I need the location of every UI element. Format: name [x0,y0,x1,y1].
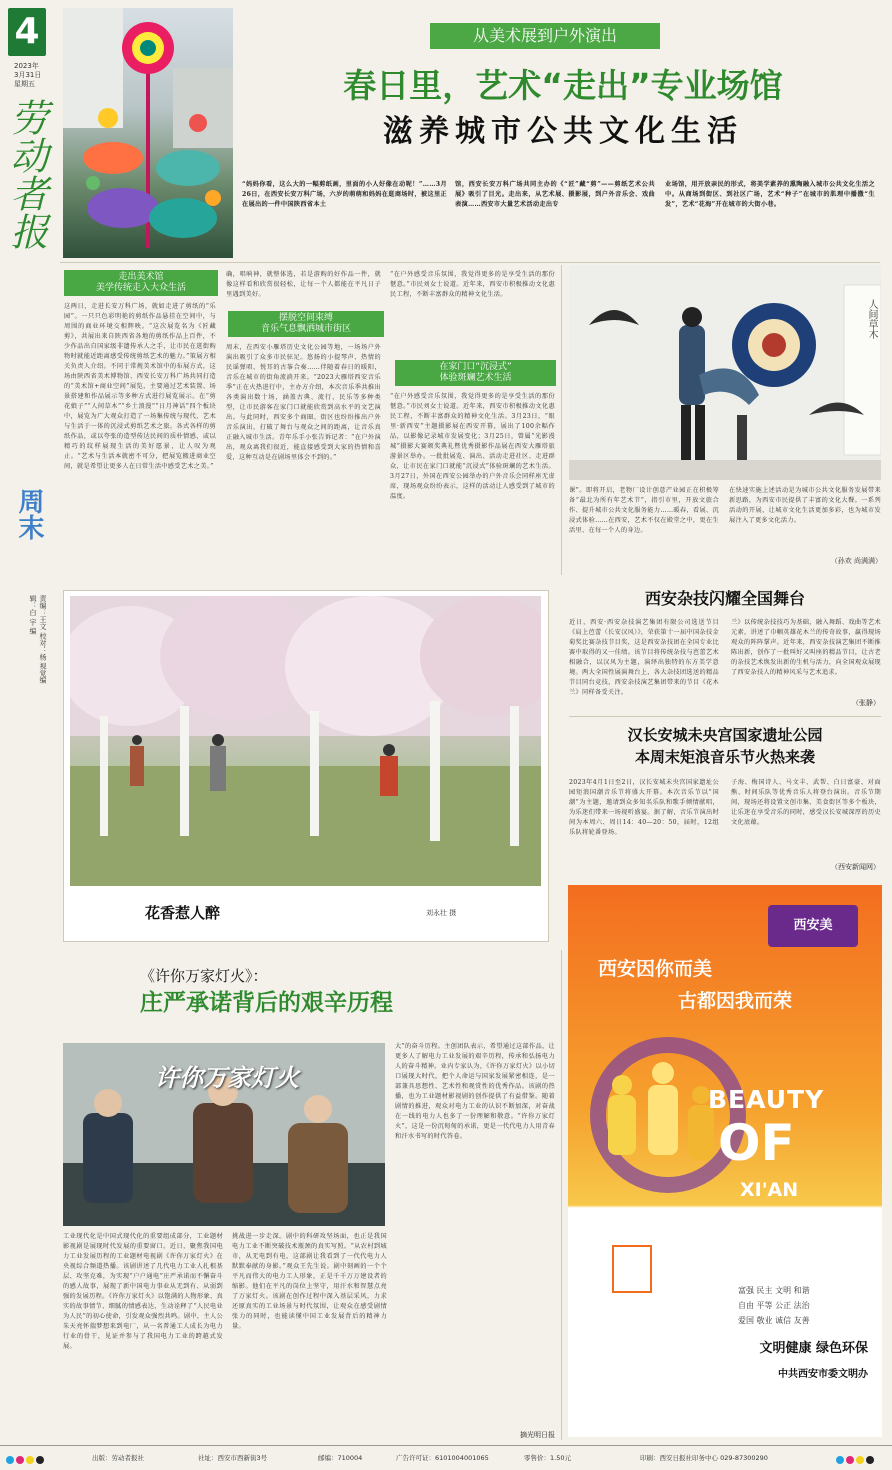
gallery-wall-sign: 人间草木 [866,299,877,339]
subhead-music: 摆脱空间束缚 音乐气息飘洒城市街区 [228,311,384,337]
footer-color-dots-left [6,1454,46,1470]
acrobatics-byline: （张静） [852,699,880,707]
ad-sponsor: 中共西安市委文明办 [778,1369,868,1380]
acrobatics-col2: 兰》以传统杂技技巧为基础，融入舞蹈、戏曲等艺术元素，讲述了巾帼英雄花木兰的传奇故事，赢得现场观众的阵阵掌声。近年来，西安杂技演艺集团不断推陈出新，创作了一批叫好又叫座的精品节目，让古老的杂技艺术焕发出新的生机与活力，向全国观众展现了西安杂技人的精神风采与艺术追求。 [731,619,881,676]
cmyk-dot-cyan-right [836,1456,844,1464]
photo-feature-credit: 刘永壮 摄 [426,909,457,917]
footer-publisher: 出版：劳动者报社 [92,1454,144,1462]
date-year: 2023年 [14,62,39,70]
main-title-line2: 滋养城市公共文化生活 [383,114,743,149]
story-col4: 课”。即将开启，老物厂设计创意产业园正在积极筹备“最北为所有年艺术节”，指引市里，开放文旅合作、提升城市公共文化服务能力……暖春，看展、沉浸式体验……在西安，艺术不仅在殿堂之中，更在生活里、在每一个人的身边。 [569,487,719,534]
ad-xian-word: XI'AN [740,1179,799,1201]
magnolia-park-photo [70,596,541,886]
ad-values-row1: 富强 民主 文明 和谐 [738,1286,810,1295]
footer-printer: 印刷：西安日报社印务中心 029-87300290 [640,1454,768,1462]
date-day: 3月31日 [14,71,42,79]
music-title-line1: 汉长安城未央宫国家遗址公园 [627,726,823,744]
main-kicker: 从美术展到户外演出 [430,23,660,49]
drama-col1: 工业现代化是中国式现代化的重要组成部分，工业题材影视剧是展现时代发展的重要窗口。近日，聚焦我国电力工业发展历程的工业题材电视剧《许你万家灯火》在央视综合频道热播。该剧讲述了几代电力工业人扎根基层、攻坚克难，为实现“户户通电”庄严承诺而不懈奋斗的感人故事，展现了新中国电力事业从无到有、从弱到强的发展历程。《许你万家灯火》以饱满的人物形象、真实的故事情节、细腻的情感表达，生动诠释了“人民电业为人民”的初心使命，引发观众强烈共鸣。剧中，主人公朱天亮怀揣梦想来到电厂，从一名普通工人成长为电力行业的骨干，见证并参与了我国电力工业的跨越式发展。 [63,1233,223,1350]
cmyk-dot-black-right [866,1456,874,1464]
ad-bottom-slogan: 文明健康 绿色环保 [759,1341,868,1356]
divider-lower [561,950,562,1440]
ad-values-row2: 自由 平等 公正 法治 [738,1301,810,1310]
ad-of-word: OF [718,1114,795,1172]
drama-signoff: 摘光明日报 [520,1431,555,1439]
story-col3-top: “在户外感受音乐氛围，我觉得更多的是享受生活的那份惬意。”市民刘女士说道。近年来，西安市积极推动文化惠民工程，不断丰富群众的精神文化生活。 [390,271,555,298]
story-col2a: 确，唱响神，就整体选，若是游购的好作品一件，就像这样看和欣赏很轻松，让每一个人都能在平凡日子里遇到美好。 [226,271,381,298]
acrobatics-title: 西安杂技闪耀全国舞台 [644,589,805,608]
footer-address: 社址：西安市西新街3号 [198,1454,268,1462]
footer-color-dots-right [836,1454,876,1470]
footer-rule [0,1445,892,1446]
acrobatics-divider [569,716,881,717]
magnolia-illustration [70,596,541,886]
lead-col2: 馆，西安长安万科广场共同主办的《“匠”藏“剪”——剪纸艺术公共展》吸引了目光。走出来，从艺术展、摄影展，到户外音乐会、戏曲表演……西安市大量艺术活动走出专 [455,181,655,208]
lead-col1: “妈妈你看，这么大的一幅剪纸画，里面的小人好像在动呢！”……3月26日，在西安长安万科广场，六岁的萌萌和妈妈在逛商场时，被这里正在展出的一件中国陕西省本土 [242,181,447,208]
editor-line: 责编：王文 校对：杨 视觉编辑：白 宇 编 [29,595,47,684]
ad-values-row3: 爱国 敬业 诚信 友善 [738,1316,810,1325]
music-byline: （西安新闻网） [831,863,880,871]
gallery-visitors-photo [569,265,881,480]
date-block [14,62,46,89]
ad-slogan2: 古都因我而荣 [678,990,793,1012]
story-col5: 在快速实施上述活动是为城市公共文化服务发展带来新思路，为西安市民提供了丰富的文化大餐。一系列活动的开展，让城市文化生活更加多彩，也为城市发展注入了更多文化活力。 [729,487,881,524]
ad-beauty-word: BEAUTY [708,1085,825,1114]
cmyk-dot-magenta [16,1456,24,1464]
drama-kicker: 《许你万家灯火》： [140,967,268,985]
story-col2: 周末，在西安小雁塔历史文化公园等地，一场场户外演出吸引了众多市民驻足。悠扬的小提琴声、热情的民谣弹唱、悦耳的古筝合奏……伴随着春日的暖阳，音乐在城市的街角流淌开来。“2023大雁塔西安音乐季”正在火热进行中，主办方介绍，本次音乐季共推出各类演出数十场，涵盖古典、流行、民乐等多种类型，让市民游客在家门口就能欣赏到高水平的文艺演出。与此同时，西安多个商圈、街区也纷纷推出户外音乐演出，打破了舞台与观众之间的距离，让音乐真正融入城市生活。青年乐手小张告诉记者：“在户外演出，观众离我们很近，能直接感受到大家的热情和喜爱，这种互动是在剧场里体会不到的。” [226,344,381,461]
main-story-byline: （孙欢 尚满满） [830,557,882,565]
drama-poster-title: 许你万家灯火 [155,1063,299,1092]
cmyk-dot-magenta-right [846,1456,854,1464]
acrobatics-col1: 近日，西安·西安杂技演艺集团有限公司选送节目《肩上芭蕾（长安汉风）》，荣获第十一届中国杂技金菊奖比赛杂技节目奖，这是西安杂技团在全国专业比赛中取得的又一佳绩。该节目将传统杂技与芭蕾艺术相融合，以汉风为主题，演绎出独特的东方美学意境。两大全国性展演舞台上，各大杂技团选送的精品节目同台竞技，西安杂技演艺集团带来的节目《花木兰》同样备受关注。 [569,619,719,696]
lead-col3: 业场馆，用开放亲民的形式，将美学素养的熏陶融入城市公共文化生活之中。从商场到街区、到社区广场，艺术“种子”在城市的肌理中播撒“生发”，艺术“花海”开在城市的大街小巷。 [665,181,875,208]
ad-small-logo [612,1245,652,1293]
photo-feature-caption: 花香惹人醉 [145,904,221,922]
story-col1: 这两日，走进长安万科广场，就如走进了剪纸的“乐园”。一只只色彩明艳的剪纸作品悬挂在空间中，与周围的商业环境交相辉映。“这次展览名为《匠藏剪》，共展出来自陕西省各地的剪纸作品上百件，不少作品出自国家级非遗传承人之手，让市民在逛街购物时就能近距离感受传统剪纸艺术的魅力。”策展方相关负责人介绍。不同于常规美术馆中的布展方式，这场由陕西省美术博物馆、西安长安万科广场共同打造的“美术馆+商业空间”展览，主要通过艺术装置、场景搭建和作品展示等多种方式进行展览展示。在“剪花娘子”“人间草木”“乡土浪漫”“日月神话”四个板块中，展览为广大观众打造了一场集传统与现代、艺术与生活于一体的沉浸式剪纸艺术之旅。各式各样的剪纸作品，或以夸张的造型传达民间的质朴情感，或以精巧的纹样展现生活的美好愿景，让人叹为观止。“艺术与生活本就密不可分，把展览搬进商业空间，就是希望让更多人在日常生活中感受艺术之美。” [64,303,216,470]
cmyk-dot-cyan [6,1456,14,1464]
footer-price: 零售价：1.50元 [524,1454,571,1462]
papercut-artwork-illustration [63,8,233,258]
story-col3: “在户外感受音乐氛围，我觉得更多的是享受生活的那份惬意。”市民刘女士说道。近年来，西安市积极推动文化惠民工程，不断丰富群众的精神文化生活。3月23日，“眼里·新西安”主题摄影展在西安开幕，展出了100余幅作品，以影像记录城市发展变化；3月25日，曾属“光影漫城”摄影大赛颁奖典礼暨优秀摄影作品展在西安大雁塔旅游景区举办。一批批展览、演出、活动走进社区、走进群众，让市民在家门口就能“沉浸式”体验斑斓的艺术生活。3月27日，外国在西安公园举办的户外音乐会同样座无虚席，现场观众纷纷表示，这样的活动让人感受到了城市的温度。 [390,393,555,500]
cmyk-dot-yellow-right [856,1456,864,1464]
ad-logo-text: 西安美 [793,918,833,933]
lead-divider [60,262,880,263]
ad-logo [768,905,858,947]
subhead-immersive: 在家门口“沉浸式” 体验斑斓艺术生活 [395,360,556,386]
paper-name: 劳动者报 [4,98,48,250]
subhead-art-museum: 走出美术馆 美学传统走入大众生活 [64,270,218,296]
drama-col3: 大”的奋斗历程。主创团队表示，希望通过这部作品，让更多人了解电力工业发展的艰辛历程，传承和弘扬电力人的奋斗精神。业内专家认为，《许你万家灯火》以小切口展现大时代，把个人命运与国家发展紧密相连，是一部兼具思想性、艺术性和观赏性的优秀作品。该剧的热播，也为工业题材影视剧的创作提供了有益借鉴。随着剧情的推进，观众对电力工业的认识不断加深，对奋战在一线的电力人也多了一份理解和敬意。“许你万家灯火”，这是一份沉甸甸的承诺，更是一代代电力人用青春和汗水书写的时代答卷。 [395,1043,555,1140]
cmyk-dot-yellow [26,1456,34,1464]
divider-left-right [561,265,562,575]
drama-poster [63,1043,385,1226]
page-number: 4 [14,11,40,52]
ad-slogan1: 西安因你而美 [598,958,713,980]
papercut-exhibition-photo [63,8,233,258]
gallery-illustration [569,265,881,480]
public-service-ad [568,885,882,1437]
music-title-line2: 本周末矩浪音乐节火热来袭 [634,748,815,766]
music-col1: 2023年4月1日至2日，汉长安城未央宫国家遗址公园矩浪国潮音乐节将盛大开幕。本次音乐节以“国潮”为主题，邀请到众多知名乐队和歌手倾情献唱，为乐迷们带来一场视听盛宴。据了解，音乐节演出时间为本周六、周日14：40—20：50，届时，12组乐队将轮番登场。 [569,779,719,836]
section-name: 周末 [14,488,44,540]
page-number-badge [8,8,46,56]
date-weekday: 星期五 [14,80,35,88]
drama-title: 庄严承诺背后的艰辛历程 [140,990,393,1016]
music-col2: 子海、梅国诗人、马文丰、武帮、白日富豪、对面熊、时间乐队等优秀音乐人将登台演出。音乐节期间，现场还将设置文创市集、美食街区等多个板块，让乐迷在享受音乐的同时，感受汉长安城深厚的历史文化底蕴。 [731,779,881,826]
cmyk-dot-black [36,1456,44,1464]
drama-col2: 挑战进一步走深。剧中的科研攻坚场面，也正是我国电力工业不断突破技术瓶颈的真实写照。“从农村到城市，从无电到有电，这部剧让我看到了一代代电力人默默奉献的身影。”观众王先生说。剧中刻画的一个个平凡而伟大的电力工人形象，正是千千万万建设者的缩影。他们在平凡的岗位上坚守，用汗水和智慧点亮了万家灯火。该剧在创作过程中深入基层采风，力求还原真实的工业场景与时代氛围，让观众在感受剧情张力的同时，也能读懂中国工业发展背后的精神力量。 [232,1233,387,1330]
footer [0,1450,892,1468]
footer-postcode: 邮编：710004 [318,1454,363,1462]
main-title-line1: 春日里，艺术“走出”专业场馆 [343,66,783,105]
footer-license: 广告许可证：6101004001065 [396,1454,489,1462]
